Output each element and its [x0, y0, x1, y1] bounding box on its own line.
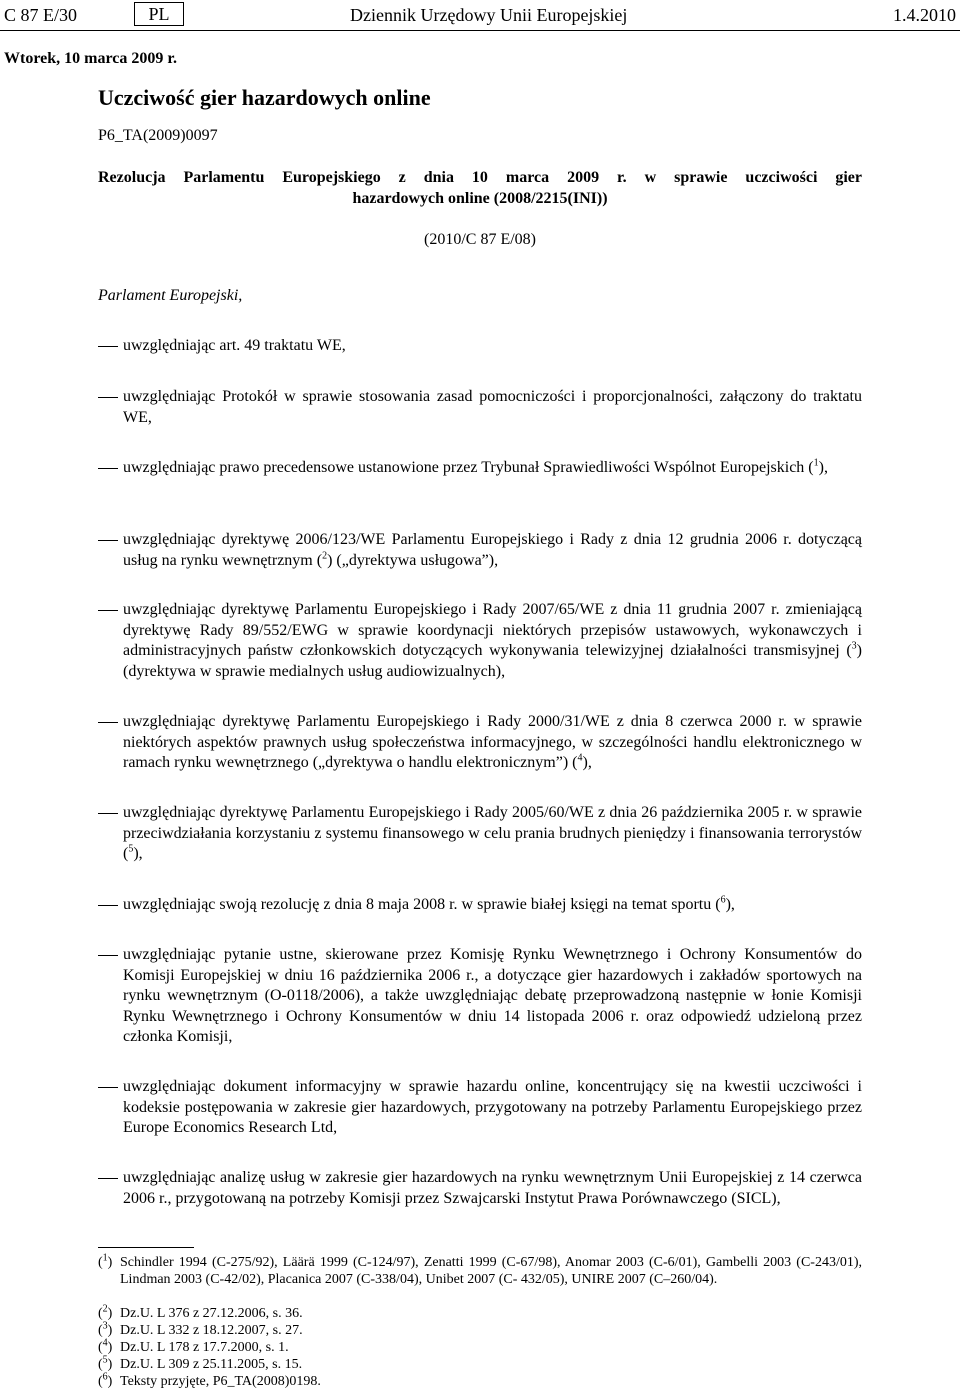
recital-text: uwzględniając art. 49 traktatu WE, [123, 337, 346, 354]
recital-text: uwzględniając pytanie ustne, skierowane przez Komisję Rynku Wewnętrznego i Ochrony Konsumentów do Komisji Europejskiej w dniu 16 października 2006 r., a dotyczące gier hazardowych i zakładów sportowych na rynku wewnętrznym (O-0118/2006), a także uwzględniając debatę przeprowadzoną następnie w łonie Komisji Rynku Wewnętrznego i Ochrony Konsumentów w dniu 14 listopada 2006 r. oraz odpowiedź udzieloną przez członka Komisji, [123, 946, 862, 1045]
footnote [98, 1322, 862, 1339]
sitting-date: Wtorek, 10 marca 2009 r. [4, 50, 178, 67]
footnote-ref[interactable]: 3 [851, 640, 857, 652]
recital [98, 387, 862, 428]
dash-icon [98, 610, 118, 611]
footnote-marker: ($^1$) [98, 1252, 113, 1270]
document-reference: P6_TA(2009)0097 [98, 127, 218, 144]
language-badge: PL [134, 2, 184, 26]
resolution-heading [98, 167, 862, 209]
footnote-ref[interactable]: 2 [322, 550, 328, 562]
recital [98, 600, 862, 682]
recital-text-end: ) (dyrektywa w sprawie medialnych usług audiowizualnych), [123, 642, 862, 680]
footnote [98, 1339, 862, 1356]
footnote-text: Dz.U. L 309 z 25.11.2005, s. 15. [120, 1357, 303, 1372]
footnote-marker: ($^6$) [98, 1371, 113, 1389]
dash-icon [98, 955, 118, 956]
footnote-ref[interactable]: 1 [813, 457, 819, 469]
recital-text-end: ), [133, 845, 143, 862]
oj-reference: (2010/C 87 E/08) [424, 231, 536, 248]
dash-icon [98, 1178, 118, 1179]
recital-text: uwzględniając dyrektywę Parlamentu Europejskiego i Rady 2000/31/WE z dnia 8 czerwca 2000 r. w sprawie niektórych aspektów prawnych usług społeczeństwa informacyjnego, w szczególności handlu elektronicznego w ramach rynku wewnętrznego („dyrektywa o handlu elektronicznym”) ( [123, 713, 862, 771]
recital-text: uwzględniając prawo precedensowe ustanowione przez Trybunał Sprawiedliwości Wspólnot Europejskich ( [123, 459, 814, 476]
dash-icon [98, 540, 118, 541]
footnote-marker: ($^2$) [98, 1303, 113, 1321]
resolution-heading-line-2: hazardowych online (2008/2215(INI)) [352, 190, 608, 207]
recital-text-end: ), [582, 754, 592, 771]
dash-icon [98, 397, 118, 398]
footnote-marker: ($^3$) [98, 1320, 113, 1338]
recital [98, 803, 862, 865]
footnote-text: Dz.U. L 178 z 17.7.2000, s. 1. [120, 1340, 289, 1355]
recital-text: uwzględniając dyrektywę Parlamentu Europejskiego i Rady 2005/60/WE z dnia 26 października 2005 r. w sprawie przeciwdziałania korzystaniu z systemu finansowego w celu prania brudnych pieniędzy i finansowania terrorystów ( [123, 804, 862, 862]
resolution-heading-line-1: Rezolucja Parlamentu Europejskiego z dnia 10 marca 2009 r. w sprawie uczciwości gier [98, 169, 862, 186]
recital [98, 336, 862, 357]
publication-date: 1.4.2010 [893, 5, 956, 25]
dash-icon [98, 346, 118, 347]
document-title: Uczciwość gier hazardowych online [98, 85, 431, 110]
journal-title: Dziennik Urzędowy Unii Europejskiej [350, 5, 628, 25]
journal-header [0, 2, 960, 30]
recital-text-end: ) („dyrektywa usługowa”), [327, 551, 499, 569]
footnote [98, 1305, 862, 1322]
recital-text: uwzględniając Protokół w sprawie stosowania zasad pomocniczości i proporcjonalności, załączony do traktatu WE, [123, 388, 862, 426]
dash-icon [98, 905, 118, 906]
dash-icon [98, 722, 118, 723]
recital-text: uwzględniając analizę usług w zakresie gier hazardowych na rynku wewnętrznym Unii Europejskiej z 14 czerwca 2006 r., przygotowaną na potrzeby Komisji przez Szwajcarski Instytut Prawa Porównawczego (SICL), [123, 1169, 862, 1207]
recital [98, 1077, 862, 1139]
header-divider [0, 30, 960, 31]
footnote-ref[interactable]: 5 [128, 843, 134, 855]
footnote-text: Schindler 1994 (C-275/92), Läärä 1999 (C-124/97), Zenatti 1999 (C-67/98), Anomar 2003 (C-6/01), Gambelli 2003 (C-243/01), Lindman 2003 (C-42/02), Placanica 2007 (C-338/04), Unibet 2007 (C- 432/05), UNIRE 2007 (C–260/04). [120, 1255, 862, 1287]
body-title: Parlament Europejski, [98, 287, 243, 304]
page-reference: C 87 E/30 [4, 5, 78, 25]
footnote [98, 1373, 862, 1390]
footnote-ref[interactable]: 6 [720, 894, 726, 906]
footnote-ref[interactable]: 4 [577, 752, 583, 764]
recital [98, 712, 862, 774]
recital-text: uwzględniając dyrektywę Parlamentu Europejskiego i Rady 2007/65/WE z dnia 11 grudnia 2007 r. zmieniającą dyrektywę Rady 89/552/EWG w sprawie koordynacji niektórych przepisów ustawowych, wykonawczych i administracyjnych państw członkowskich dotyczących wykonywania telewizyjnej działalności transmisyjnej ( [123, 601, 862, 659]
recital [98, 530, 862, 571]
footnote-text: Dz.U. L 332 z 18.12.2007, s. 27. [120, 1323, 303, 1338]
footnote-divider [98, 1247, 194, 1248]
dash-icon [98, 468, 118, 469]
recital-text: uwzględniając dyrektywę 2006/123/WE Parlamentu Europejskiego i Rady z dnia 12 grudnia 2006 r. dotyczącą usług na rynku wewnętrznym ( [123, 531, 862, 569]
recital-text-end: ), [818, 459, 828, 476]
recital-text-end: ), [725, 896, 735, 913]
footnote-marker: ($^4$) [98, 1337, 113, 1355]
footnote-text: Teksty przyjęte, P6_TA(2008)0198. [120, 1374, 321, 1389]
recital [98, 895, 862, 916]
recital-text: uwzględniając swoją rezolucję z dnia 8 maja 2008 r. w sprawie białej księgi na temat sportu ( [123, 896, 721, 913]
dash-icon [98, 1087, 118, 1088]
recital [98, 458, 862, 479]
footnote [98, 1254, 862, 1288]
recital [98, 945, 862, 1048]
footnote [98, 1356, 862, 1373]
dash-icon [98, 813, 118, 814]
footnote-marker: ($^5$) [98, 1354, 113, 1372]
recital [98, 1168, 862, 1209]
recital-text: uwzględniając dokument informacyjny w sprawie hazardu online, koncentrujący się na kwestii uczciwości i kodeksie postępowania w zakresie gier hazardowych, przygotowany na potrzeby Parlamentu Europejskiego przez Europe Economics Research Ltd, [123, 1078, 862, 1136]
footnote-text: Dz.U. L 376 z 27.12.2006, s. 36. [120, 1306, 303, 1321]
